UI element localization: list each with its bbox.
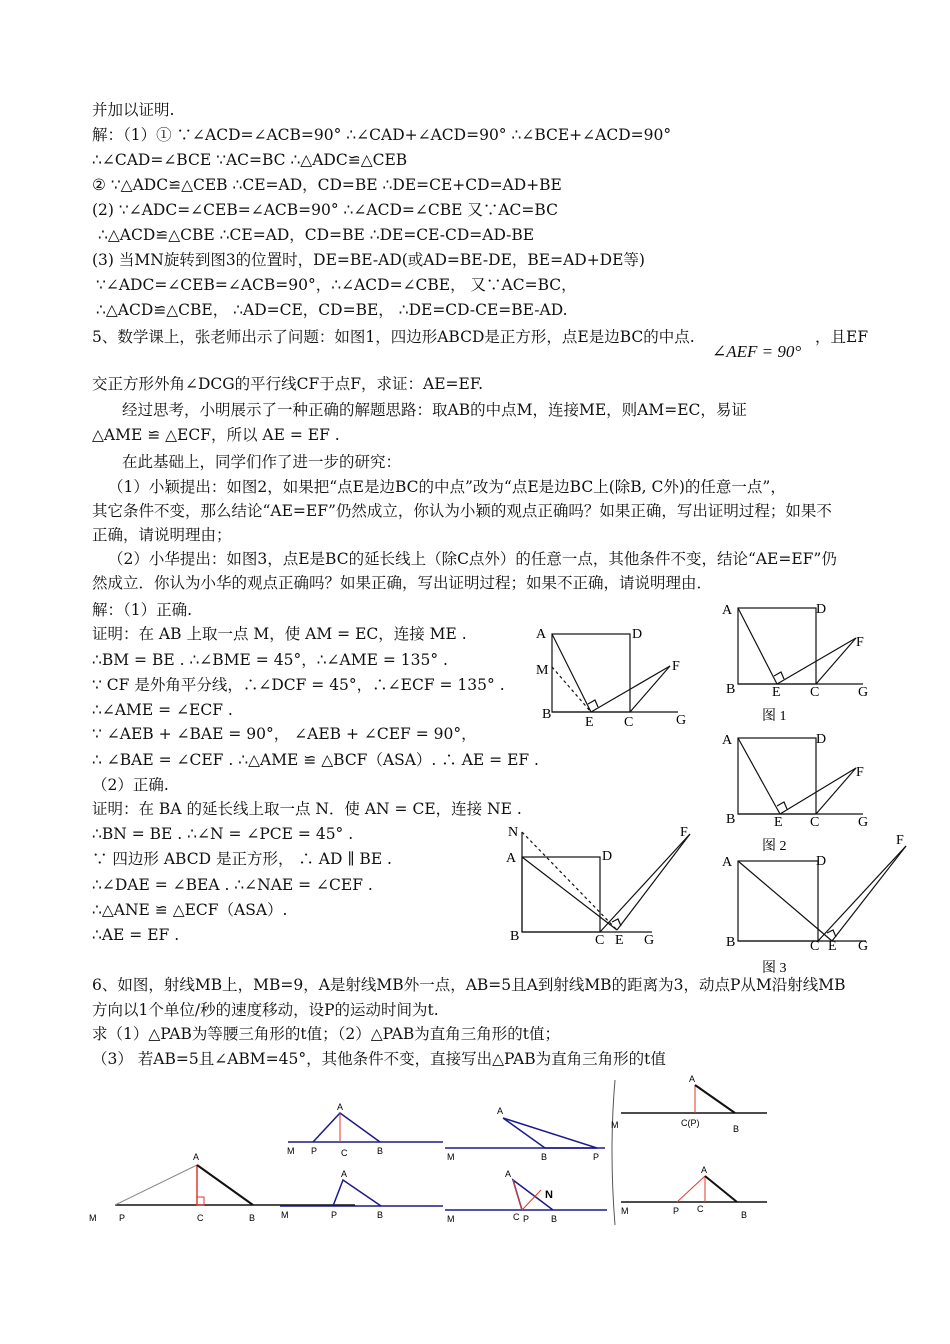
text-line: 6、如图，射线MB上，MB=9，A是射线MB外一点，AB=5且A到射线MB的距离为3，动点P从M沿射线MB	[92, 976, 846, 994]
text-line: 解：（1）① ∵∠ACD=∠ACB=90° ∴∠CAD+∠ACD=90° ∴∠BCE+∠ACD=90°	[92, 126, 672, 144]
label-N: N	[545, 1189, 553, 1201]
label-B: B	[249, 1213, 256, 1223]
label-M: M	[89, 1213, 97, 1223]
label-A: A	[193, 1152, 200, 1162]
label-C: C	[197, 1213, 204, 1223]
label-D: D	[632, 627, 643, 642]
figure-1	[718, 598, 878, 728]
label-P: P	[331, 1210, 338, 1220]
text-line: ∵∠ADC=∠CEB=∠ACB=90°，∴∠ACD=∠CBE， 又∵AC=BC，	[96, 276, 577, 294]
text-line: 经过思考，小明展示了一种正确的解题思路：取AB的中点M，连接ME，则AM=EC，易证	[122, 401, 747, 419]
problem6-figures	[85, 1074, 945, 1230]
label-M: M	[611, 1120, 619, 1130]
label-D: D	[602, 849, 613, 864]
label-D: D	[816, 602, 827, 617]
label-A: A	[536, 627, 547, 642]
text-line: ∴BM = BE . ∴∠BME = 45°，∴∠AME = 135° .	[92, 651, 448, 669]
text-line: （3） 若AB=5且∠ABM=45°，其他条件不变，直接写出△PAB为直角三角形的t值	[92, 1050, 666, 1068]
label-B: B	[542, 707, 552, 722]
label-M: M	[287, 1146, 295, 1156]
label-F: F	[896, 833, 904, 848]
label-B: B	[551, 1214, 558, 1224]
text-line: 交正方形外角∠DCG的平行线CF于点F，求证：AE=EF.	[92, 375, 484, 393]
label-C: C	[595, 933, 605, 948]
label-C: C	[810, 815, 820, 830]
label-M: M	[536, 663, 549, 678]
angle-formula: ∠AEF = 90°	[712, 342, 802, 361]
text-line: ∴∠AME = ∠ECF .	[92, 701, 233, 719]
label-F: F	[856, 765, 864, 780]
text-line: ，且EF	[815, 328, 869, 346]
label-G: G	[858, 939, 869, 954]
label-C: C	[513, 1212, 520, 1222]
figure-caption: 图 2	[762, 839, 787, 854]
label-D: D	[816, 732, 827, 747]
text-line: ∴∠DAE = ∠BEA . ∴∠NAE = ∠CEF .	[92, 876, 373, 894]
label-D: D	[816, 854, 827, 869]
figure-caption: 图 1	[762, 709, 787, 724]
figure-caption: 图 3	[762, 961, 787, 976]
label-A: A	[722, 733, 733, 748]
text-line: ∵ 四边形 ABCD 是正方形， ∴ AD ∥ BE .	[92, 850, 392, 868]
label-B: B	[726, 812, 736, 827]
label-B: B	[726, 682, 736, 697]
text-line: (2) ∵∠ADC=∠CEB=∠ACB=90° ∴∠ACD=∠CBE 又∵AC=BC	[92, 201, 558, 219]
text-line: ② ∵△ADC≌△CEB ∴CE=AD，CD=BE ∴DE=CE+CD=AD+BE	[92, 176, 562, 194]
label-G: G	[858, 685, 869, 700]
label-M: M	[447, 1152, 455, 1162]
label-B: B	[510, 929, 520, 944]
label-B: B	[377, 1210, 384, 1220]
label-G: G	[644, 933, 655, 948]
text-line: ∵ CF 是外角平分线，∴∠DCF = 45°，∴∠ECF = 135° .	[92, 676, 505, 694]
text-line: 正确，请说明理由；	[92, 526, 232, 544]
label-A: A	[506, 851, 517, 866]
text-line: 方向以1个单位/秒的速度移动，设P的运动时间为t.	[92, 1001, 439, 1019]
label-A: A	[689, 1074, 696, 1084]
label-M: M	[621, 1206, 629, 1216]
figure-3	[718, 828, 918, 978]
label-G: G	[676, 713, 687, 728]
label-C: C	[624, 715, 634, 730]
text-line: ∴△ANE ≌ △ECF（ASA）.	[92, 901, 288, 919]
label-B: B	[377, 1146, 384, 1156]
label-A: A	[505, 1169, 512, 1179]
label-E: E	[828, 939, 837, 954]
text-line: 并加以证明.	[92, 101, 175, 119]
label-C: C	[810, 939, 820, 954]
label-F: F	[672, 659, 680, 674]
text-line: (3) 当MN旋转到图3的位置时，DE=BE-AD(或AD=BE-DE，BE=AD+DE等)	[92, 251, 645, 269]
label-A: A	[337, 1102, 344, 1112]
text-line: ∵ ∠AEB + ∠BAE = 90°， ∠AEB + ∠CEF = 90°，	[92, 725, 477, 743]
label-A: A	[722, 855, 733, 870]
label-A: A	[497, 1106, 504, 1116]
text-line: 其它条件不变，那么结论“AE=EF”仍然成立，你认为小颖的观点正确吗？如果正确，写出证明过程；如果不	[92, 502, 832, 520]
label-P: P	[523, 1214, 530, 1224]
label-P: P	[119, 1213, 126, 1223]
text-line: 证明：在 AB 上取一点 M，使 AM = EC，连接 ME .	[92, 625, 467, 643]
text-line: ∴BN = BE . ∴∠N = ∠PCE = 45° .	[92, 825, 354, 843]
label-A: A	[701, 1165, 708, 1175]
proof-figure-1	[528, 622, 698, 730]
text-line: （2）小华提出：如图3，点E是BC的延长线上（除C点外）的任意一点，其他条件不变，结论“AE=EF”仍	[108, 550, 837, 568]
text-line: △AME ≌ △ECF，所以 AE = EF .	[92, 426, 340, 444]
text-line: 在此基础上，同学们作了进一步的研究：	[122, 453, 402, 471]
text-line: （2）正确.	[92, 776, 169, 794]
label-C: C	[341, 1148, 348, 1158]
text-line: ∴ ∠BAE = ∠CEF . ∴△AME ≌ △BCF（ASA）. ∴ AE = EF .	[92, 751, 539, 769]
label-P: P	[593, 1152, 600, 1162]
label-E: E	[774, 815, 783, 830]
text-line: 求（1）△PAB为等腰三角形的t值；（2）△PAB为直角三角形的t值；	[92, 1025, 560, 1043]
label-F: F	[856, 635, 864, 650]
label-B: B	[726, 935, 736, 950]
label-G: G	[858, 815, 869, 830]
label-C: C	[697, 1204, 704, 1214]
text-line: ∴AE = EF .	[92, 926, 180, 944]
text-line: （1）小颖提出：如图2，如果把“点E是边BC的中点”改为“点E是边BC上(除B, C外)的任意一点”，	[108, 478, 786, 496]
label-F: F	[680, 825, 688, 840]
text-line: ∴∠CAD=∠BCE ∵AC=BC ∴△ADC≌△CEB	[92, 151, 408, 169]
label-E: E	[615, 933, 624, 948]
text-line: 然成立．你认为小华的观点正确吗？如果正确，写出证明过程；如果不正确，请说明理由．	[92, 574, 713, 592]
label-M: M	[447, 1214, 455, 1224]
proof-figure-2	[502, 822, 702, 952]
label-B: B	[541, 1152, 548, 1162]
label-P: P	[311, 1146, 318, 1156]
text-line: ∴△ACD≌△CBE ∴CE=AD，CD=BE ∴DE=CE-CD=AD-BE	[98, 226, 535, 244]
label-A: A	[722, 603, 733, 618]
label-B: B	[733, 1124, 740, 1134]
label-N: N	[508, 825, 519, 840]
text-line: 证明：在 BA 的延长线上取一点 N．使 AN = CE，连接 NE .	[92, 800, 522, 818]
label-E: E	[772, 685, 781, 700]
text-line: 5、数学课上，张老师出示了问题：如图1，四边形ABCD是正方形，点E是边BC的中点.	[92, 328, 695, 346]
label-E: E	[585, 715, 594, 730]
label-M: M	[281, 1210, 289, 1220]
label-B: B	[741, 1210, 748, 1220]
label-A: A	[341, 1169, 348, 1179]
text-line: 解：（1）正确.	[92, 601, 193, 619]
label-P: P	[673, 1206, 680, 1216]
label-C: C	[810, 685, 820, 700]
text-line: ∴△ACD≌△CBE， ∴AD=CE，CD=BE， ∴DE=CD-CE=BE-AD.	[96, 301, 568, 319]
label-CP: C(P)	[681, 1118, 700, 1128]
